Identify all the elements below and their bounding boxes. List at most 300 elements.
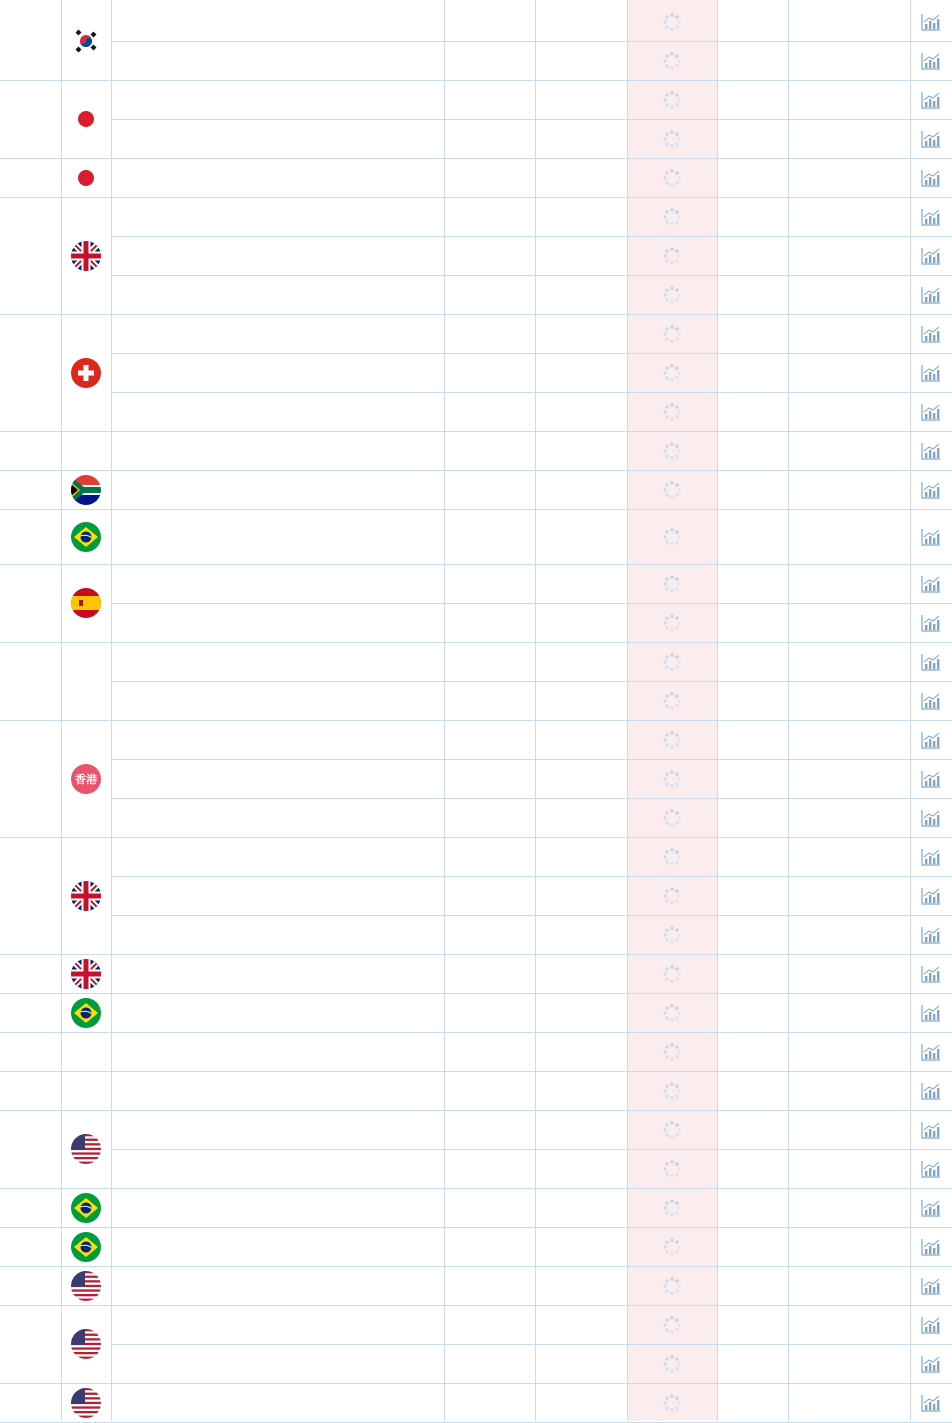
country-flag-cell: [61, 197, 111, 314]
importance-badge: [717, 80, 788, 119]
loading-spinner-icon: [662, 527, 682, 547]
importance-badge: [717, 1344, 788, 1383]
chart-button[interactable]: [910, 392, 952, 431]
actual-loading-cell: [627, 1032, 717, 1071]
chart-icon: [920, 730, 942, 750]
chart-button[interactable]: [910, 1188, 952, 1227]
row-divider: [0, 720, 952, 721]
event-name[interactable]: [111, 158, 444, 197]
chart-icon: [920, 1237, 942, 1257]
loading-spinner-icon: [662, 324, 682, 344]
loading-spinner-icon: [662, 574, 682, 594]
row-divider: [0, 314, 952, 315]
previous-value: [444, 431, 535, 470]
chart-icon: [920, 1198, 942, 1218]
previous-value: [444, 80, 535, 119]
usa-flag-icon: [71, 1388, 101, 1418]
importance-badge: [717, 876, 788, 915]
forecast-value: [535, 392, 627, 431]
forecast-value: [535, 197, 627, 236]
event-name[interactable]: [111, 954, 444, 993]
loading-spinner-icon: [662, 168, 682, 188]
event-time: [0, 1305, 61, 1383]
forecast-value: [535, 431, 627, 470]
chart-icon: [920, 168, 942, 188]
event-name[interactable]: [111, 197, 444, 236]
chart-button[interactable]: [910, 1266, 952, 1305]
actual-loading-cell: [627, 759, 717, 798]
previous-value: [444, 1344, 535, 1383]
event-time: [0, 1071, 61, 1110]
event-time: [0, 564, 61, 642]
event-time: [0, 80, 61, 158]
event-time: [0, 197, 61, 314]
country-flag-cell: [61, 1383, 111, 1422]
importance-badge: [717, 2, 788, 41]
previous-value: [444, 197, 535, 236]
chart-button[interactable]: [910, 876, 952, 915]
previous-value: [444, 1383, 535, 1422]
row-divider: [0, 1305, 952, 1306]
loading-spinner-icon: [662, 808, 682, 828]
row-divider: [0, 1110, 952, 1111]
chart-icon: [920, 246, 942, 266]
column-divider: [61, 0, 62, 1421]
importance-badge: [717, 720, 788, 759]
previous-value: [444, 1305, 535, 1344]
forecast-value: [535, 1071, 627, 1110]
previous-value: [444, 798, 535, 837]
japan-flag-icon: [71, 104, 101, 134]
chart-icon: [920, 363, 942, 383]
forecast-value: [535, 954, 627, 993]
event-time: [0, 1110, 61, 1188]
chart-button[interactable]: [910, 759, 952, 798]
importance-badge: [717, 564, 788, 603]
loading-spinner-icon: [662, 652, 682, 672]
actual-loading-cell: [627, 1110, 717, 1149]
loading-spinner-icon: [662, 847, 682, 867]
event-name[interactable]: [111, 470, 444, 509]
brazil-flag-icon: [71, 1232, 101, 1262]
event-name[interactable]: [111, 915, 444, 954]
chart-button[interactable]: [910, 915, 952, 954]
chart-button[interactable]: [910, 119, 952, 158]
country-flag-cell: [61, 431, 111, 470]
importance-badge: [717, 431, 788, 470]
spain-flag-icon: [71, 588, 101, 618]
event-name[interactable]: [111, 681, 444, 720]
loading-spinner-icon: [662, 1081, 682, 1101]
chart-button[interactable]: [910, 470, 952, 509]
previous-value: [444, 642, 535, 681]
actual-loading-cell: [627, 603, 717, 642]
actual-loading-cell: [627, 720, 717, 759]
event-name[interactable]: [111, 41, 444, 80]
event-name[interactable]: [111, 1149, 444, 1188]
loading-spinner-icon: [662, 1042, 682, 1062]
previous-value: [444, 1032, 535, 1071]
actual-loading-cell: [627, 41, 717, 80]
event-time: [0, 837, 61, 954]
actual-loading-cell: [627, 158, 717, 197]
column-divider: [444, 0, 445, 1421]
forecast-value: [535, 275, 627, 314]
chart-button[interactable]: [910, 197, 952, 236]
chart-button[interactable]: [910, 720, 952, 759]
forecast-value: [535, 798, 627, 837]
country-flag-cell: [61, 1266, 111, 1305]
country-flag-cell: [61, 1071, 111, 1110]
event-name[interactable]: [111, 353, 444, 392]
previous-value: [444, 1266, 535, 1305]
actual-loading-cell: [627, 392, 717, 431]
row-divider: [0, 1071, 952, 1072]
previous-value: [444, 392, 535, 431]
chart-icon: [920, 207, 942, 227]
chart-icon: [920, 1276, 942, 1296]
chart-button[interactable]: [910, 1032, 952, 1071]
importance-badge: [717, 915, 788, 954]
chart-button[interactable]: [910, 564, 952, 603]
event-name[interactable]: [111, 80, 444, 119]
importance-badge: [717, 119, 788, 158]
chart-button[interactable]: [910, 158, 952, 197]
previous-value: [444, 564, 535, 603]
chart-icon: [920, 527, 942, 547]
loading-spinner-icon: [662, 1315, 682, 1335]
event-time: [0, 158, 61, 197]
chart-icon: [920, 90, 942, 110]
row-divider: [111, 759, 952, 760]
loading-spinner-icon: [662, 691, 682, 711]
forecast-value: [535, 158, 627, 197]
hong-kong-flag: [71, 764, 101, 794]
chart-icon: [920, 847, 942, 867]
event-name[interactable]: [111, 837, 444, 876]
row-divider: [111, 119, 952, 120]
actual-loading-cell: [627, 236, 717, 275]
usa-flag-icon: [71, 1271, 101, 1301]
chart-icon: [920, 964, 942, 984]
row-divider: [0, 642, 952, 643]
column-divider: [111, 0, 112, 1421]
event-name[interactable]: [111, 1266, 444, 1305]
row-divider: [0, 1188, 952, 1189]
chart-button[interactable]: [910, 1344, 952, 1383]
event-time: [0, 720, 61, 837]
importance-badge: [717, 642, 788, 681]
country-flag-cell: [61, 1110, 111, 1188]
chart-button[interactable]: [910, 603, 952, 642]
event-name[interactable]: [111, 642, 444, 681]
row-divider: [0, 993, 952, 994]
row-divider: [0, 1383, 952, 1384]
row-divider: [111, 876, 952, 877]
chart-icon: [920, 1042, 942, 1062]
event-name[interactable]: [111, 564, 444, 603]
country-flag-cell: [61, 509, 111, 564]
previous-value: [444, 1227, 535, 1266]
chart-button[interactable]: [910, 954, 952, 993]
actual-loading-cell: [627, 876, 717, 915]
event-name[interactable]: [111, 1188, 444, 1227]
chart-icon: [920, 925, 942, 945]
previous-value: [444, 681, 535, 720]
chart-icon: [920, 285, 942, 305]
chart-icon: [920, 1354, 942, 1374]
previous-value: [444, 353, 535, 392]
country-flag-cell: [61, 314, 111, 431]
event-name[interactable]: [111, 1305, 444, 1344]
event-name[interactable]: [111, 119, 444, 158]
actual-loading-cell: [627, 837, 717, 876]
event-name[interactable]: [111, 1110, 444, 1149]
brazil-flag-icon: [71, 522, 101, 552]
actual-loading-cell: [627, 353, 717, 392]
event-time: [0, 1032, 61, 1071]
previous-value: [444, 1071, 535, 1110]
chart-icon: [920, 1003, 942, 1023]
chart-button[interactable]: [910, 1383, 952, 1422]
event-name[interactable]: [111, 759, 444, 798]
country-flag-cell: [61, 158, 111, 197]
actual-loading-cell: [627, 564, 717, 603]
event-name[interactable]: [111, 993, 444, 1032]
hong-kong-flag-label: 香港: [75, 772, 97, 786]
event-time: [0, 1266, 61, 1305]
chart-button[interactable]: [910, 431, 952, 470]
forecast-value: [535, 1227, 627, 1266]
event-name[interactable]: [111, 236, 444, 275]
event-name[interactable]: [111, 876, 444, 915]
forecast-value: [535, 314, 627, 353]
country-flag-cell: [61, 954, 111, 993]
previous-value: [444, 1110, 535, 1149]
loading-spinner-icon: [662, 12, 682, 32]
chart-button[interactable]: [910, 837, 952, 876]
event-time: [0, 1188, 61, 1227]
country-flag-cell: [61, 1305, 111, 1383]
switzerland-flag-icon: [71, 358, 101, 388]
forecast-value: [535, 80, 627, 119]
forecast-value: [535, 681, 627, 720]
loading-spinner-icon: [662, 1276, 682, 1296]
chart-button[interactable]: [910, 642, 952, 681]
chart-icon: [920, 1315, 942, 1335]
forecast-value: [535, 876, 627, 915]
row-divider: [111, 915, 952, 916]
event-time: [0, 1383, 61, 1422]
row-divider: [0, 1032, 952, 1033]
chart-icon: [920, 402, 942, 422]
forecast-value: [535, 1188, 627, 1227]
row-divider: [111, 41, 952, 42]
event-name[interactable]: [111, 392, 444, 431]
brazil-flag-icon: [71, 998, 101, 1028]
event-name[interactable]: [111, 314, 444, 353]
actual-loading-cell: [627, 1305, 717, 1344]
chart-button[interactable]: [910, 1305, 952, 1344]
country-flag-cell: [61, 1032, 111, 1071]
previous-value: [444, 2, 535, 41]
event-name[interactable]: [111, 1227, 444, 1266]
actual-loading-cell: [627, 1383, 717, 1422]
importance-badge: [717, 236, 788, 275]
row-divider: [0, 80, 952, 81]
previous-value: [444, 119, 535, 158]
chart-button[interactable]: [910, 1227, 952, 1266]
actual-loading-cell: [627, 1188, 717, 1227]
importance-badge: [717, 1071, 788, 1110]
row-divider: [0, 837, 952, 838]
loading-spinner-icon: [662, 769, 682, 789]
chart-button[interactable]: [910, 314, 952, 353]
chart-button[interactable]: [910, 681, 952, 720]
event-name[interactable]: [111, 275, 444, 314]
row-divider: [0, 1227, 952, 1228]
chart-button[interactable]: [910, 275, 952, 314]
country-flag-cell: [61, 470, 111, 509]
previous-value: [444, 876, 535, 915]
chart-button[interactable]: [910, 80, 952, 119]
importance-badge: [717, 681, 788, 720]
row-divider: [111, 392, 952, 393]
previous-value: [444, 993, 535, 1032]
chart-icon: [920, 886, 942, 906]
row-divider: [111, 603, 952, 604]
loading-spinner-icon: [662, 964, 682, 984]
country-flag-cell: [61, 2, 111, 80]
forecast-value: [535, 2, 627, 41]
event-time: [0, 1227, 61, 1266]
forecast-value: [535, 642, 627, 681]
chart-icon: [920, 324, 942, 344]
actual-loading-cell: [627, 1149, 717, 1188]
importance-badge: [717, 603, 788, 642]
chart-button[interactable]: [910, 993, 952, 1032]
chart-button[interactable]: [910, 1149, 952, 1188]
south-africa-flag-icon: [71, 475, 101, 505]
event-name[interactable]: [111, 2, 444, 41]
row-divider: [0, 564, 952, 565]
importance-badge: [717, 470, 788, 509]
row-divider: [0, 509, 952, 510]
loading-spinner-icon: [662, 925, 682, 945]
event-time: [0, 2, 61, 80]
forecast-value: [535, 1032, 627, 1071]
column-divider: [627, 0, 628, 1421]
importance-badge: [717, 759, 788, 798]
row-divider: [0, 431, 952, 432]
chart-button[interactable]: [910, 798, 952, 837]
row-divider: [0, 470, 952, 471]
chart-button[interactable]: [910, 41, 952, 80]
loading-spinner-icon: [662, 886, 682, 906]
event-name[interactable]: [111, 603, 444, 642]
chart-button[interactable]: [910, 2, 952, 41]
previous-value: [444, 1149, 535, 1188]
actual-loading-cell: [627, 642, 717, 681]
event-name[interactable]: [111, 431, 444, 470]
row-divider: [111, 353, 952, 354]
chart-button[interactable]: [910, 353, 952, 392]
chart-button[interactable]: [910, 1071, 952, 1110]
event-time: [0, 509, 61, 564]
event-time: [0, 993, 61, 1032]
chart-button[interactable]: [910, 1110, 952, 1149]
uk-flag-icon: [71, 241, 101, 271]
actual-loading-cell: [627, 470, 717, 509]
actual-loading-cell: [627, 314, 717, 353]
actual-loading-cell: [627, 954, 717, 993]
loading-spinner-icon: [662, 363, 682, 383]
chart-button[interactable]: [910, 509, 952, 564]
country-flag-cell: [61, 80, 111, 158]
event-name[interactable]: [111, 798, 444, 837]
country-flag-cell: [61, 720, 111, 837]
importance-badge: [717, 1188, 788, 1227]
usa-flag-icon: [71, 1134, 101, 1164]
actual-loading-cell: [627, 915, 717, 954]
actual-loading-cell: [627, 119, 717, 158]
uk-flag-icon: [71, 959, 101, 989]
event-time: [0, 314, 61, 431]
importance-badge: [717, 41, 788, 80]
event-name[interactable]: [111, 509, 444, 564]
row-divider: [111, 275, 952, 276]
forecast-value: [535, 603, 627, 642]
chart-icon: [920, 1081, 942, 1101]
importance-badge: [717, 1110, 788, 1149]
importance-badge: [717, 837, 788, 876]
forecast-value: [535, 353, 627, 392]
event-name[interactable]: [111, 1344, 444, 1383]
country-flag-cell: [61, 837, 111, 954]
previous-value: [444, 603, 535, 642]
previous-value: [444, 470, 535, 509]
loading-spinner-icon: [662, 129, 682, 149]
column-divider: [535, 0, 536, 1421]
importance-badge: [717, 1305, 788, 1344]
actual-loading-cell: [627, 1071, 717, 1110]
event-time: [0, 431, 61, 470]
previous-value: [444, 720, 535, 759]
event-name[interactable]: [111, 1383, 444, 1422]
loading-spinner-icon: [662, 441, 682, 461]
event-time: [0, 642, 61, 720]
previous-value: [444, 954, 535, 993]
chart-button[interactable]: [910, 236, 952, 275]
previous-value: [444, 1188, 535, 1227]
loading-spinner-icon: [662, 1120, 682, 1140]
event-name[interactable]: [111, 720, 444, 759]
usa-flag-icon: [71, 1329, 101, 1359]
event-name[interactable]: [111, 1032, 444, 1071]
actual-loading-cell: [627, 1266, 717, 1305]
row-divider: [0, 1266, 952, 1267]
event-name[interactable]: [111, 1071, 444, 1110]
previous-value: [444, 275, 535, 314]
south-korea-flag-icon: [71, 26, 101, 56]
loading-spinner-icon: [662, 1393, 682, 1413]
importance-badge: [717, 275, 788, 314]
importance-badge: [717, 509, 788, 564]
country-flag-cell: [61, 993, 111, 1032]
previous-value: [444, 509, 535, 564]
actual-loading-cell: [627, 1344, 717, 1383]
loading-spinner-icon: [662, 613, 682, 633]
